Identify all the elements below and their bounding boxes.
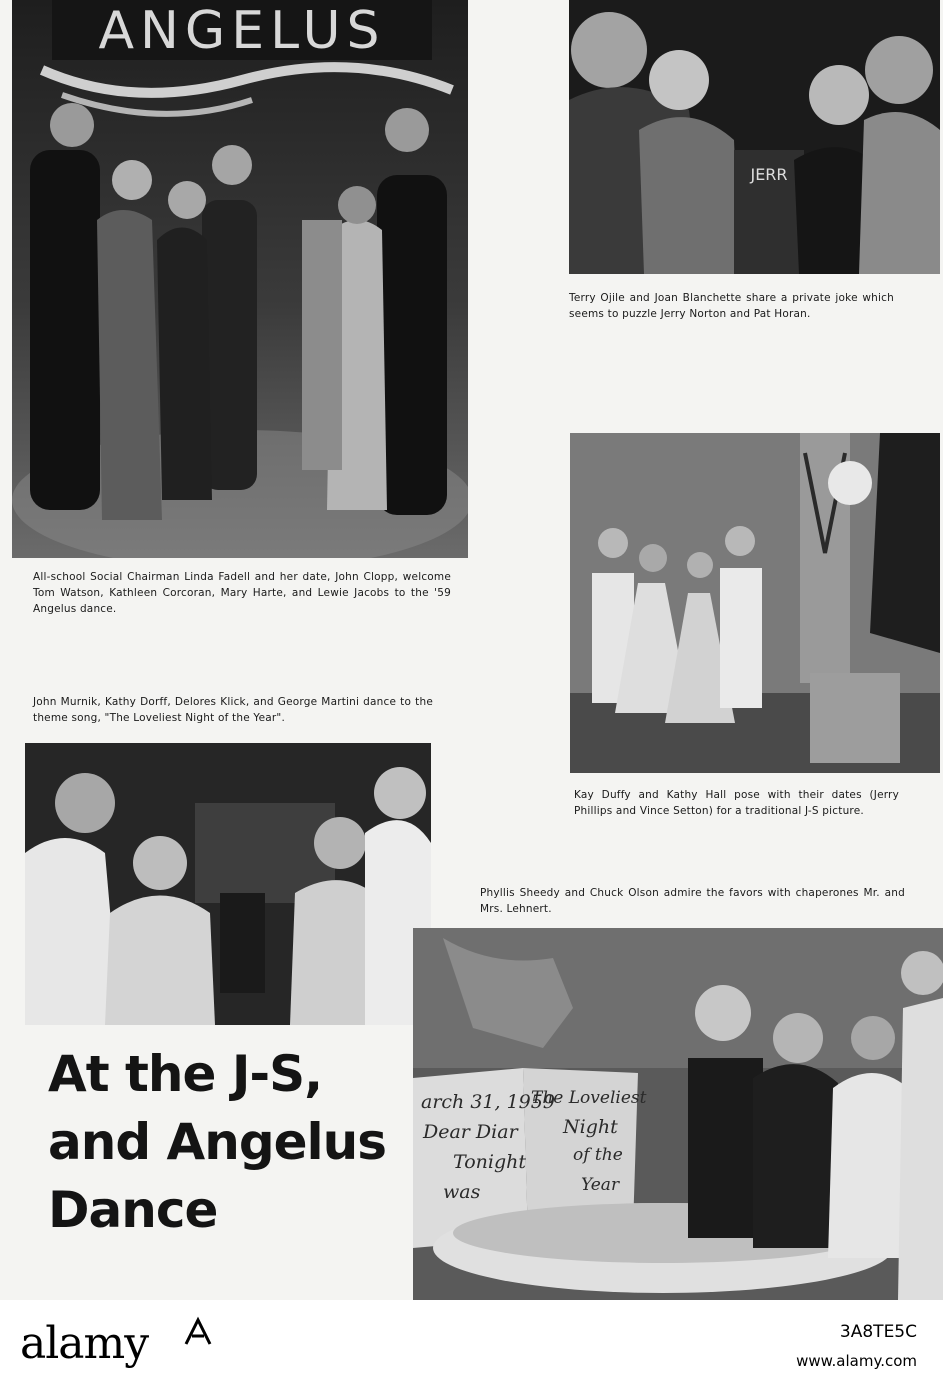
site-url[interactable]: www.alamy.com: [796, 1352, 917, 1370]
caption-pose: Kay Duffy and Kathy Hall pose with their dates (Jerry Phillips and Vince Setton) for a traditional J-S picture.: [574, 789, 899, 817]
diary-line-6: Night: [563, 1116, 618, 1138]
podium-sign: JERR: [750, 165, 788, 184]
photo-favors-art: [413, 928, 943, 1300]
alamy-logo: alamy: [20, 1318, 149, 1369]
photo-private-joke: [569, 0, 940, 274]
stock-footer: [0, 1300, 943, 1390]
caption-favors: Phyllis Sheedy and Chuck Olson admire the favors with chaperones Mr. and Mrs. Lehnert.: [480, 887, 905, 915]
angelus-sign: ANGELUS: [98, 1, 386, 61]
headline-line-2: and Angelus: [48, 1113, 387, 1171]
photo-theme-dance: [25, 743, 431, 1025]
photo-angelus-entrance-art: [12, 0, 468, 558]
diary-line-3: Tonight: [453, 1151, 526, 1173]
photo-traditional-pose-art: [570, 433, 940, 773]
image-id: 3A8TE5C: [839, 1322, 917, 1342]
photo-private-joke-art: [569, 0, 940, 274]
diary-line-7: of the: [573, 1145, 623, 1165]
photo-traditional-pose: [570, 433, 940, 773]
photo-theme-dance-art: [25, 743, 431, 1025]
alamy-logo-icon: [180, 1314, 216, 1350]
headline-line-1: At the J-S,: [48, 1045, 323, 1103]
page-headline: [48, 1040, 388, 1244]
photo-favors: [413, 928, 943, 1300]
caption-theme-song: John Murnik, Kathy Dorff, Delores Klick, and George Martini dance to the theme song, "The Loveliest Night of the Year".: [33, 696, 433, 724]
diary-line-4: was: [443, 1181, 481, 1203]
caption-welcome: All-school Social Chairman Linda Fadell and her date, John Clopp, welcome Tom Watson, Kathleen Corcoran, Mary Harte, and Lewie Jacobs to the '59 Angelus dance.: [33, 571, 451, 615]
diary-line-2: Dear Diar: [423, 1121, 518, 1143]
caption-private-joke: Terry Ojile and Joan Blanchette share a private joke which seems to puzzle Jerry Norton and Pat Horan.: [569, 292, 894, 320]
photo-angelus-entrance: [12, 0, 468, 558]
diary-line-8: Year: [581, 1175, 620, 1195]
diary-line-1: arch 31, 1959: [421, 1091, 555, 1113]
diary-line-5: The Loveliest: [531, 1088, 647, 1108]
headline-line-3: Dance: [48, 1181, 218, 1239]
